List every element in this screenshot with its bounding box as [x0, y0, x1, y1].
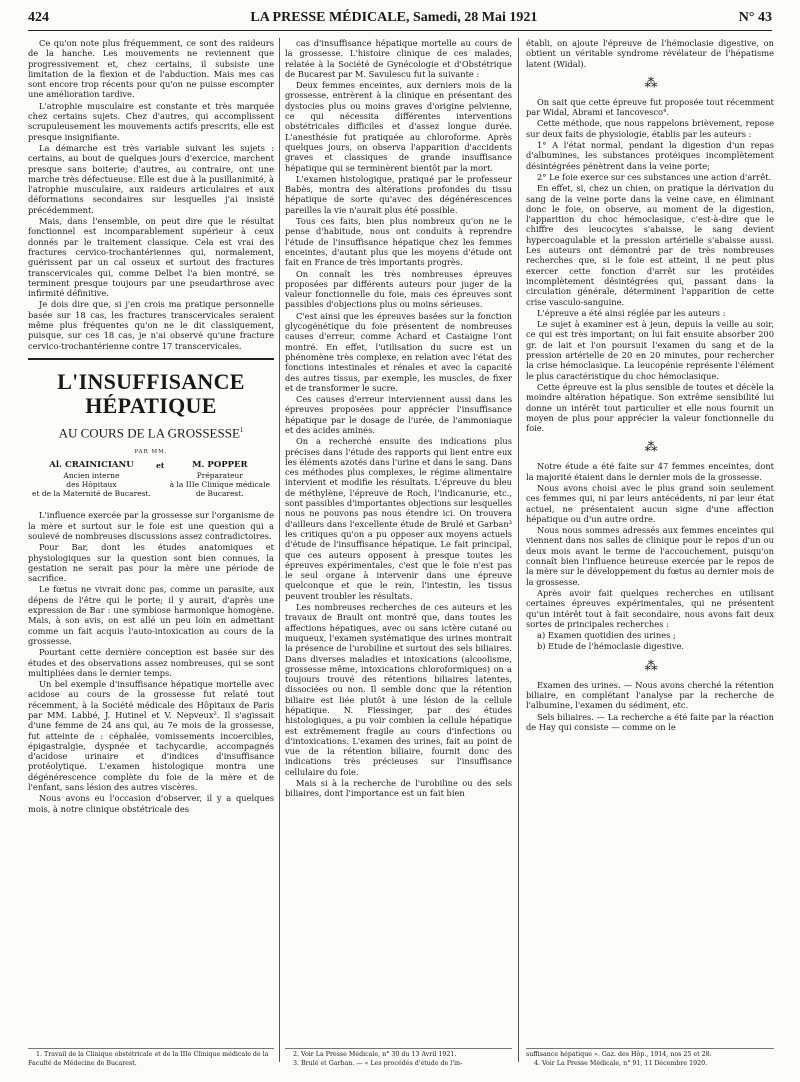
paragraph: Pour Bar, dont les études anatomiques et physiologiques sur la question sont bien connues, la gestation ne serait pas pour la mère une période de sacrifice. — [28, 542, 274, 584]
paragraph: Nous avons eu l'occasion d'observer, il y a quelques mois, à notre clinique obstétricale des — [28, 793, 274, 814]
paragraph: Mais, dans l'ensemble, on peut dire que le résultat fonctionnel est incomparablement supérieur à ceux donnés par le traitement classique. Cela est vrai des fractures cervico-trochantériennes qui, normalement, guérissent par un cal osseux et surtout des fractures transcervicales qui, comme Delbet l'a bien montré, se terminent presque toujours par une pseudarthrose avec infirmité définitive. — [28, 216, 274, 299]
by-line: PAR MM. — [134, 449, 168, 456]
paragraph: Nous nous sommes adressés aux femmes enceintes qui viennent dans nos salles de clinique pour le repos d'un ou deux mois avant le terme de l'accouchement, puisqu'on connaît bien l'influence heureuse exercée par le repos de la mère sur le développement du fœtus au dernier mois de la grossesse. — [526, 525, 774, 587]
footnote: suffisance hépatique ». Gaz. des Hôp., 1914, nos 25 et 28. — [526, 1051, 712, 1059]
paragraph: Je dois dire que, si j'en crois ma pratique personnelle basée sur 18 cas, les fractures transcervicales seraient même plus fréquentes qu'on ne le dit classiquement, puisque, sur ces 18 cas, je n'ai observé qu'une fracture cervico-trochantérienne contre 17 transcervicales. — [28, 299, 274, 351]
author-conjunction: et — [156, 460, 165, 470]
author-name: Al. CRAINICIANU — [49, 459, 134, 470]
list-item: a) Examen quotidien des urines ; — [537, 630, 676, 641]
paragraph: En effet, si, chez un chien, on pratique la dérivation du sang de la veine porte dans la veine cave, en éliminant donc le foie, on observe, au moment de la digestion, l'apparition du choc hémoclasique, c'est-à-dire que le chiffre des leucocytes s'abaisse, le sang devient hypercoagulable et la pression artérielle s'abaisse aussi. Les auteurs ont démontré par de très nombreuses recherches que, si le foie est atteint, il ne peut plus exercer cette fonction d'arrêt sur les protéides incomplètement désintégrées qui, passant dans la circulation générale, déterminent l'apparition de cette crise vasculo-sanguine. — [526, 183, 774, 307]
paragraph: La démarche est très variable suivant les sujets : certains, au bout de quelques jours d'exercice, marchent presque sans boiterie; d'autres, au contraire, ont une marche très défectueuse. Elle est due à la pusillanimité, à l'atrophie musculaire, aux raideurs articulaires et aux déformations secondaires sur lesquelles j'ai insisté précédemment. — [28, 142, 274, 215]
author-name: M. POPPER — [192, 459, 248, 470]
author-2 — [170, 461, 270, 499]
page-header — [28, 6, 772, 31]
issue-number: N° 43 — [738, 9, 772, 25]
paragraph: Après avoir fait quelques recherches en utilisant certaines épreuves expérimentales, qui ne présentent qu'un intérêt tout à fait secondaire, nous avons fait deux sortes de principales recherches : — [526, 587, 774, 629]
section-asterism: ⁂ — [644, 658, 656, 674]
section-divider — [28, 358, 274, 360]
paragraph: Cette méthode, que nous rappelons brièvement, repose sur deux faits de physiologie, établis par les auteurs : — [526, 118, 774, 139]
paragraph: 1° A l'état normal, pendant la digestion d'un repas d'albumines, les substances protéiques incomplètement désintégrées pénètrent dans la veine porte; — [526, 140, 774, 171]
authors-block — [28, 461, 274, 499]
paragraph: L'influence exercée par la grossesse sur l'organisme de la mère et surtout sur le foie est une question qui a soulevé de nombreuses discussions assez contradictoires. — [28, 510, 274, 541]
column-3 — [526, 38, 774, 1052]
column-2 — [285, 38, 512, 1052]
paragraph: Pourtant cette dernière conception est basée sur des études et des observations assez nombreuses, qui se sont multipliées dans le dernier temps. — [28, 647, 274, 678]
paragraph: L'examen histologique, pratiqué par le professeur Babès, montra des altérations profondes du tissu hépatique de sorte qu'avec des dégénérescences pareilles la vie n'aurait plus été possible. — [285, 173, 512, 215]
paragraph: Examen des urines. — Nous avons cherché la rétention biliaire, en complétant l'analyse par la recherche de l'albumine, l'examen du sédiment, etc. — [526, 679, 774, 711]
paragraph: Un bel exemple d'insuffisance hépatique mortelle avec acidose au cours de la grossesse fut relaté tout récemment, à la Société médicale des Hôpitaux de Paris par MM. Labbé, J. Hutinel et V. Nepveux². Il s'agissait d'une femme de 24 ans qui, au 7e mois de la grossesse, fut atteinte de : céphalée, vomissements incoercibles, épigastralgie, dyspnée et tachycardie, accompagnés d'acidose urinaire et d'indices d'insuffisance protéolytique. L'examen histologique montra une dégénérescence complète du foie de la mère et de l'enfant, sans lésion des autres viscères. — [28, 679, 274, 793]
paragraph: Le sujet à examiner est à jeun, depuis la veille au soir, ce qui est très important; on lui fait ensuite absorber 200 gr. de lait et l'on poursuit l'examen du sang et de la pression artérielle de 20 en 20 minutes, pour rechercher la crise hémoclasique. La leucopénie représente l'élément le plus caractéristique du choc hémoclasique. — [526, 319, 774, 381]
paragraph: Sels biliaires. — La recherche a été faite par la réaction de Hay qui consiste — comme on le — [526, 711, 774, 732]
paragraph: On connaît les très nombreuses épreuves proposées par différents auteurs pour juger de la valeur fonctionnelle du foie, mais ces épreuves sont passibles d'objections plus ou moins sérieuses. — [285, 268, 512, 310]
footnote: 2. Voir La Presse Médicale, n° 30 du 13 Avril 1921. — [293, 1051, 457, 1059]
journal-title: LA PRESSE MÉDICALE, Samedi, 28 Mai 1921 — [250, 9, 538, 25]
author-affiliation: des Hôpitaux — [66, 479, 117, 489]
paragraph: établi, on ajoute l'épreuve de l'hémoclasie digestive, on obtient un véritable syndrome révélateur de l'hépatisme latent (Widal). — [526, 38, 774, 69]
paragraph: Ces causes d'erreur interviennent aussi dans les épreuves proposées pour apprécier l'insuffisance hépatique par le dosage de l'urée, de l'ammoniaque et des acides aminés. — [285, 394, 512, 435]
paragraph: C'est ainsi que les épreuves basées sur la fonction glycogénétique du foie présentent de nombreuses causes d'erreur, comme Achard et Castaigne l'ont montré. En effet, l'utilisation du sucre est un phénomène très complexe, en relation avec l'état des fonctions intestinales et rénales et avec la capacité des autres tissus, par exemple, les muscles, de fixer et de transformer le sucre. — [285, 310, 512, 393]
paragraph: Notre étude a été faite sur 47 femmes enceintes, dont la majorité étaient dans le dernier mois de la grossesse. — [526, 461, 774, 482]
paragraph: On a recherché ensuite des indications plus précises dans l'étude des rapports qui lient entre eux les éléments azotés dans l'urine et dans le sang. Dans ces méthodes plus complexes, le régime alimentaire intervient et modifie les résultats. L'épreuve du bleu de méthylène, l'épreuve de Roch, l'indicanurie, etc., sont passibles d'importantes objections sur lesquelles nous ne pouvons pas nous étendre ici. On trouvera d'ailleurs dans l'excellente étude de Brulé et Garban³ les critiques qu'on a pu opposer aux moyens actuels d'étude de l'insuffisance hépatique. Le fait principal, que ces auteurs opposent à presque toutes les épreuves expérimentales, c'est que le foie n'est pas le seul organe à intervenir dans une épreuve quelconque et que le rein, l'intestin, les tissus peuvent troubler les résultats. — [285, 436, 512, 601]
paragraph: Mais si à la recherche de l'urobiline ou des sels biliaires, dont l'importance est un fait bien — [285, 778, 512, 799]
footnote: 4. Voir La Presse Médicale, n° 91, 11 Décembre 1920. — [534, 1059, 708, 1067]
column-1 — [28, 38, 274, 1052]
paragraph: cas d'insuffisance hépatique mortelle au cours de la grossesse. L'histoire clinique de ces malades, relatée à la Société de Gynécologie et d'Obstétrique de Bucarest par M. Savulescu fut la suivante : — [285, 38, 512, 79]
footnotes — [285, 1048, 512, 1068]
paragraph: L'épreuve a été ainsi réglée par les auteurs : — [537, 307, 726, 318]
column-rule — [279, 38, 280, 1062]
author-1 — [32, 461, 151, 499]
author-affiliation: Préparateur — [196, 470, 243, 480]
paragraph: Cette épreuve est la plus sensible de toutes et décèle la moindre altération hépatique. Son extrême sensibilité lui donne un intérêt tout particulier et elle nous fournit un moyen de plus pour apprécier la valeur fonctionnelle du foie. — [526, 381, 774, 434]
article-subtitle — [28, 422, 274, 441]
author-affiliation: et de la Maternité de Bucarest. — [32, 489, 151, 499]
footnotes — [526, 1048, 774, 1068]
article-title: L'INSUFFISANCE HÉPATIQUE — [57, 368, 245, 418]
paragraph: Nous avons choisi avec le plus grand soin seulement ces femmes qui, ni par leurs antécédents, ni par leur état actuel, ne présentaient aucun signe d'une affection hépatique ou d'un autre ordre. — [526, 482, 774, 524]
page-number: 424 — [28, 9, 49, 25]
footnote-ref: 1 — [239, 425, 244, 434]
list-item: b) Etude de l'hémoclasie digestive. — [537, 641, 685, 652]
paragraph: On sait que cette épreuve fut proposée tout récemment par Widal, Abrami et Iancovesco⁴. — [526, 96, 774, 118]
footnotes — [28, 1048, 274, 1068]
paragraph: Ce qu'on note plus fréquemment, ce sont des raideurs de la hanche. Les mouvements ne reviennent que progressivement et, chez certains, il subsiste une limitation de la flexion et de l'abduction. Mais mes cas sont encore trop récents pour qu'on ne puisse escompter une amélioration tardive. — [28, 38, 274, 100]
paragraph: Tous ces faits, bien plus nombreux qu'on ne le pense d'habitude, nous ont conduits à reprendre l'étude de l'insuffisance hépatique chez les femmes enceintes, d'autant plus que les moyens d'étude ont fait en France de très importants progrès. — [285, 216, 512, 268]
section-asterism: ⁂ — [644, 75, 656, 91]
article-subtitle-text: AU COURS DE LA GROSSESSE — [58, 425, 240, 441]
paragraph: 2° Le foie exerce sur ces substances une action d'arrêt. — [537, 171, 772, 182]
author-affiliation: à la IIIe Clinique médicale — [169, 479, 270, 489]
paragraph: Le fœtus ne vivrait donc pas, comme un parasite, aux dépens de l'être qui le porte; il y aurait, d'après une expression de Bar : une symbiose harmonique homogène. Mais, à son avis, on est allé un peu loin en admettant comme un fait acquis l'auto-intoxication au cours de la grossesse. — [28, 584, 274, 646]
footnote: 3. Brulé et Garban. — « Les procédés d'étude de l'in- — [293, 1059, 463, 1067]
section-asterism: ⁂ — [644, 440, 656, 456]
author-affiliation: de Bucarest. — [195, 489, 244, 499]
paragraph: L'atrophie musculaire est constante et très marquée chez certains sujets. Chez d'autres, qui accomplissent scrupuleusement les mouvements actifs prescrits, elle est presque insignifiante. — [28, 100, 274, 142]
paragraph: Deux femmes enceintes, aux derniers mois de la grossesse, entrèrent à la clinique en présentant des dystocies plus ou moins graves d'origine pelvienne, ce qui nécessita différentes interventions obstétricales difficiles et d'assez longue durée. L'anesthésie fut pratiquée au chloroforme. Après quelques jours, on observa l'apparition d'accidents graves et classiques de grande insuffisance hépatique qui se terminèrent bientôt par la mort. — [285, 80, 512, 173]
paragraph: Les nombreuses recherches de ces auteurs et les travaux de Brault ont montré que, dans toutes les affections hépatiques, avec ou sans ictère cutané ou muqueux, l'examen systématique des urines montrait la présence de l'urobiline et surtout des sels biliaires. Dans diverses maladies et intoxications (alcoolisme, grossesse même, intoxications chloroformiques) on a toujours trouvé des rétentions biliaires latentes, dissociées ou non. Il semble donc que la rétention biliaire est liée plutôt à une lésion de la cellule hépatique. N. Fiessinger, par des études histologiques, a pu voir combien la cellule hépatique est extrêmement fragile au cours d'infections ou d'intoxications. L'examen des urines, fait au point de vue de la rétention biliaire, fournit donc des indications très précieuses sur l'insuffisance cellulaire du foie. — [285, 602, 512, 777]
column-rule — [518, 38, 519, 1062]
footnote: 1. Travail de la Clinique obstétricale et de la IIIe Clinique médicale de la Faculté de Médecine de Bucarest. — [28, 1051, 269, 1067]
author-affiliation: Ancien interne — [63, 470, 120, 480]
